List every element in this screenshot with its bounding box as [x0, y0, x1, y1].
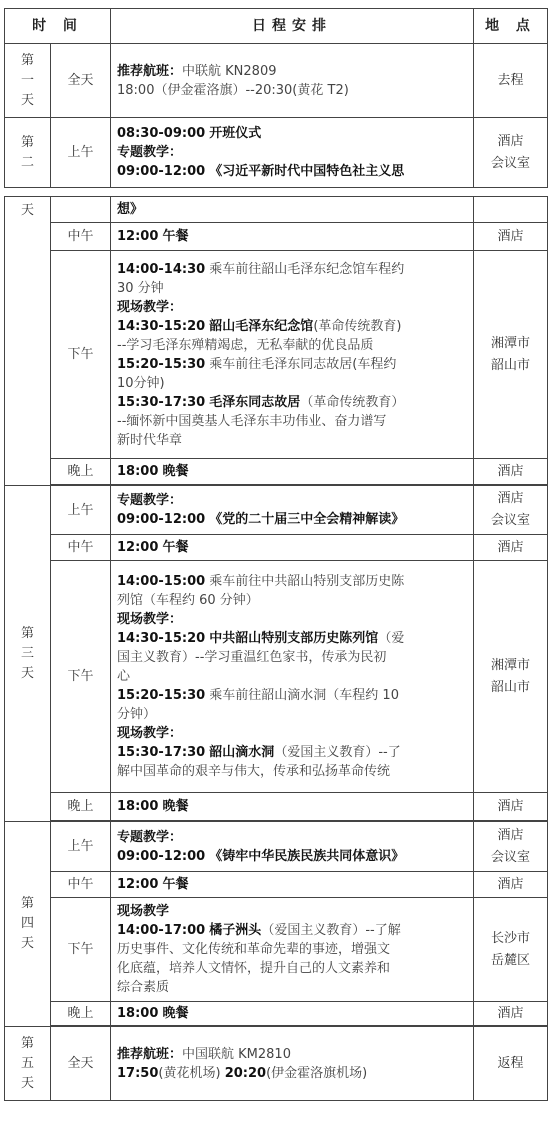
day1-content: 推荐航班：中联航 KN2809 18:00（伊金霍洛旗）--20:30(黄花 T2) [111, 44, 474, 118]
header-schedule: 日程安排 [111, 9, 474, 44]
day3-eve-row: 晚上 18:00 晚餐 酒店 [5, 793, 548, 821]
day1-row [5, 44, 548, 118]
day3-pm-row: 下午 14:00-15:00 乘车前往中共韶山特别支部历史陈 列馆（车程约 60 分钟） 现场教学： 14:30-15:20 中共韶山特别支部历史陈列馆（爱 国主义教育）--学习重温红色家书，传承为民初 心 15:20-15:30 乘车前往韶山滴水洞（车程约 10 分钟） 现场教学： 15:30-17:30 韶山滴水洞（爱国主义教育）--了 解中国革命的艰辛与伟大，传承和弘扬革命传统 湘潭市 韶山市 [5, 561, 548, 793]
day3-label: 第 三 天 [5, 486, 51, 822]
day2-noon-row: 中午 12:00 午餐 酒店 [5, 223, 548, 251]
day2-am-row [5, 118, 548, 188]
day3-am-row: 第 三 天 上午 专题教学： 09:00-12:00 《党的二十届三中全会精神解读》 酒店 会议室 [5, 486, 548, 535]
day2-eve-row: 晚上 18:00 晚餐 酒店 [5, 459, 548, 485]
day2-am-period: 上午 [51, 118, 111, 188]
table-header-row [5, 9, 548, 44]
day4-pm-row: 下午 现场教学 14:00-17:00 橘子洲头（爱国主义教育）--了解 历史事件、文化传统和革命先辈的事迹，增强文 化底蕴，培养人文情怀，提升自己的人文素养和 综合素质 长沙市 岳麓区 [5, 898, 548, 1002]
day2-cont-row [5, 197, 548, 223]
day2-label-top: 第 二 [5, 118, 51, 188]
day4-label: 第 四 天 [5, 822, 51, 1027]
day1-period: 全天 [51, 44, 111, 118]
day2-am-content: 08:30-09:00 开班仪式 专题教学： 09:00-12:00 《习近平新时代中国特色社主义思 [111, 118, 474, 188]
schedule-table-part2 [4, 196, 548, 1101]
day4-eve-row: 晚上 18:00 晚餐 酒店 [5, 1002, 548, 1026]
day2-am-cont: 想》 [111, 197, 474, 223]
day5-row: 第 五 天 全天 推荐航班：中国联航 KM2810 17:50(黄花机场) 20:20(伊金霍洛旗机场) 返程 [5, 1027, 548, 1101]
day2-pm-content: 14:00-14:30 乘车前往韶山毛泽东纪念馆车程约 30 分钟 现场教学： 14:30-15:20 韶山毛泽东纪念馆(革命传统教育) --学习毛泽东殚精竭虑，无私奉献的优良品质 15:20-15:30 乘车前往毛泽东同志故居(车程约 10分钟) 15:30-17:30 毛泽东同志故居（革命传统教育） --缅怀新中国奠基人毛泽东丰功伟业、奋力谱写 新时代华章 [111, 251, 474, 459]
day4-am-row: 第 四 天 上午 专题教学： 09:00-12:00 《铸牢中华民族民族共同体意识》 酒店 会议室 [5, 822, 548, 872]
day5-label: 第 五 天 [5, 1027, 51, 1101]
day2-pm-row: 下午 14:00-14:30 乘车前往韶山毛泽东纪念馆车程约 30 分钟 现场教学： 14:30-15:20 韶山毛泽东纪念馆(革命传统教育) --学习毛泽东殚精竭虑，无私奉献的优良品质 15:20-15:30 乘车前往毛泽东同志故居(车程约 10分钟) 15:30-17:30 毛泽东同志故居（革命传统教育） --缅怀新中国奠基人毛泽东丰功伟业、奋力谱写 新时代华章 湘潭市 韶山市 [5, 251, 548, 459]
day3-noon-row: 中午 12:00 午餐 酒店 [5, 535, 548, 561]
day2-label-bottom: 天 [5, 197, 51, 486]
day1-place: 去程 [474, 44, 548, 118]
day2-am-place: 酒店 会议室 [474, 118, 548, 188]
header-place: 地 点 [474, 9, 548, 44]
day3-pm-content: 14:00-15:00 乘车前往中共韶山特别支部历史陈 列馆（车程约 60 分钟） 现场教学： 14:30-15:20 中共韶山特别支部历史陈列馆（爱 国主义教育）--学习重温红色家书，传承为民初 心 15:20-15:30 乘车前往韶山滴水洞（车程约 10 分钟） 现场教学： 15:30-17:30 韶山滴水洞（爱国主义教育）--了 解中国革命的艰辛与伟大，传承和弘扬革命传统 [111, 561, 474, 793]
schedule-table-part1 [4, 8, 548, 188]
header-time: 时 间 [5, 9, 111, 44]
day1-label: 第 一 天 [5, 44, 51, 118]
day4-noon-row: 中午 12:00 午餐 酒店 [5, 872, 548, 898]
